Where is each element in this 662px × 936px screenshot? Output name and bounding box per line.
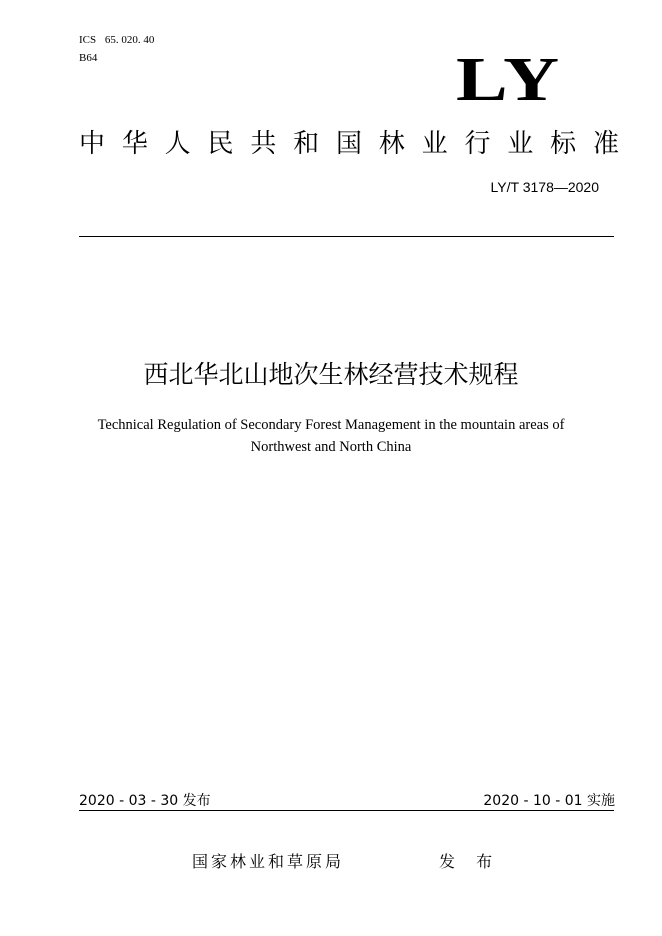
- standard-type-title: [79, 128, 619, 160]
- document-title-zh: 西北华北山地次生林经营技术规程: [143, 360, 519, 389]
- standard-number: LY/T 3178—2020: [490, 179, 599, 195]
- document-title-en: [74, 414, 588, 458]
- standard-type-char: 业: [507, 129, 534, 159]
- bottom-divider: [79, 810, 614, 811]
- standard-type-char: 林: [378, 129, 405, 159]
- issuing-authority: 国家林业和草原局: [192, 852, 345, 871]
- standard-type-char: 民: [207, 129, 234, 159]
- standard-type-char: 共: [250, 129, 277, 159]
- ccs-code: B64: [79, 52, 98, 64]
- ics-label: ICS: [79, 34, 97, 46]
- document-title-en-line2: Northwest and North China: [250, 439, 412, 455]
- ics-classification: [79, 33, 160, 47]
- standard-type-char: 业: [421, 129, 448, 159]
- standard-type-char: 华: [121, 129, 148, 159]
- industry-logo: LY: [456, 46, 562, 114]
- issue-label: 发 布: [439, 852, 501, 871]
- standard-type-char: 行: [464, 129, 491, 159]
- standard-type-char: 标: [550, 129, 577, 159]
- top-divider: [79, 236, 614, 237]
- publish-date: 2020 - 03 - 30 发布: [79, 793, 211, 809]
- standard-type-char: 中: [79, 129, 106, 159]
- standard-type-char: 人: [164, 129, 191, 159]
- standard-type-char: 准: [592, 129, 619, 159]
- ics-code: 65. 020. 40: [104, 34, 155, 46]
- standard-type-char: 国: [335, 129, 362, 159]
- standard-type-char: 和: [293, 129, 320, 159]
- document-title-en-line1: Technical Regulation of Secondary Forest Management in the mountain areas of: [97, 417, 565, 433]
- implement-date: 2020 - 10 - 01 实施: [483, 793, 615, 809]
